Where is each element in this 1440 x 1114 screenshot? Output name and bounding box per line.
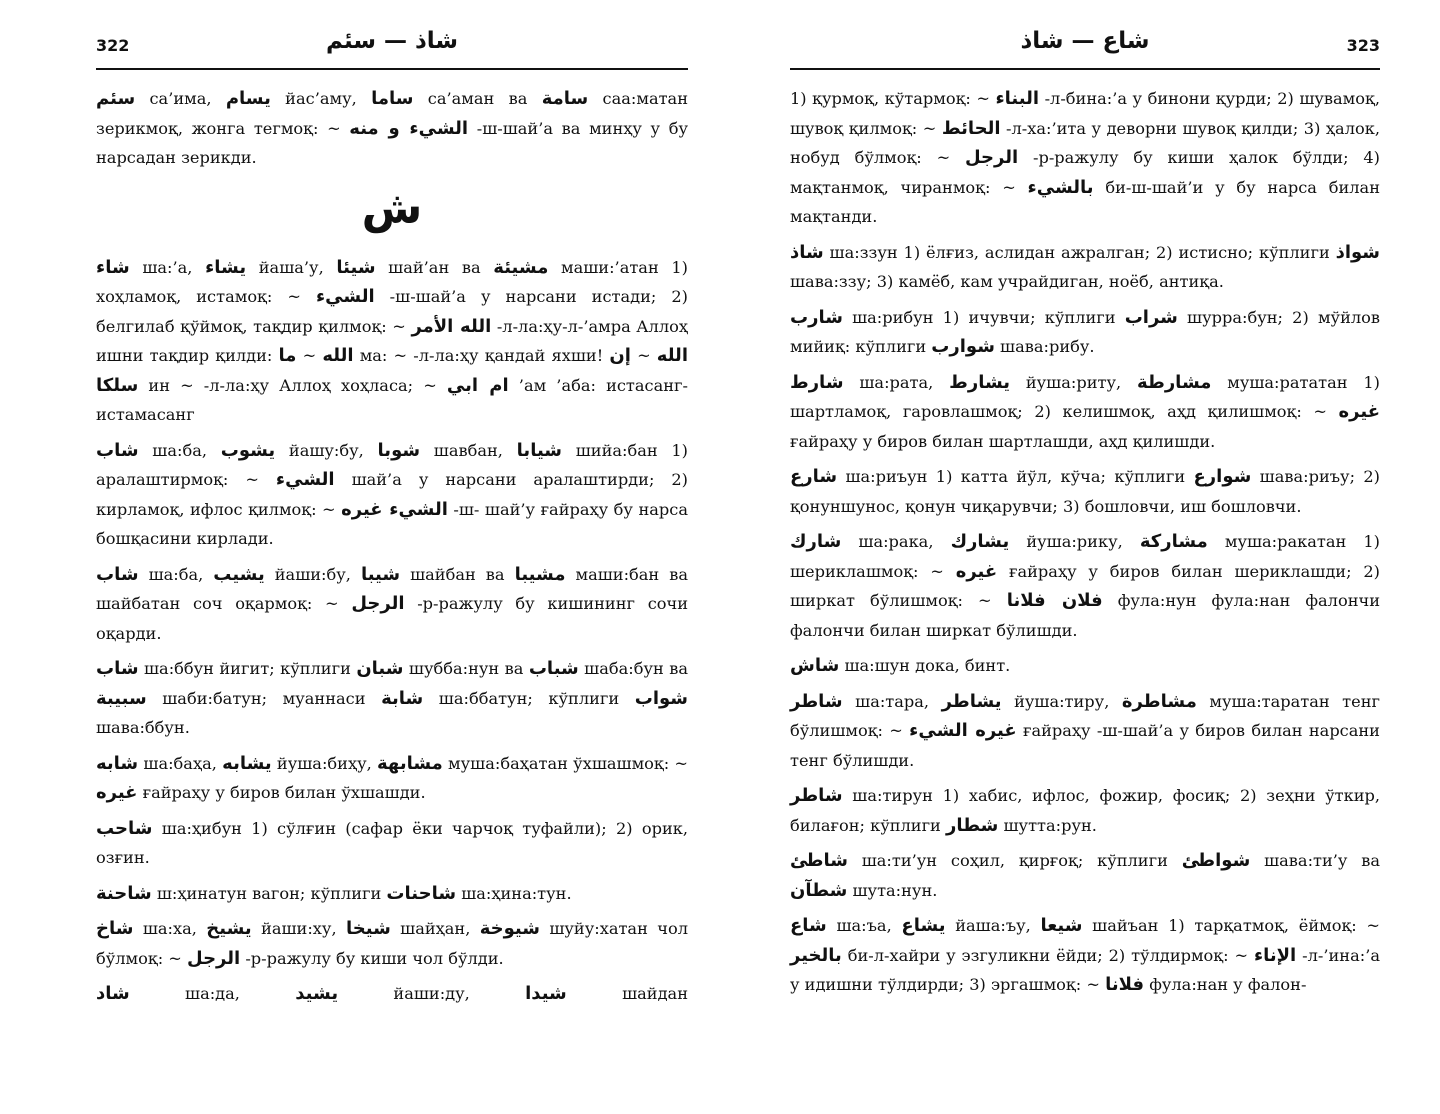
- arabic-headword: بالخير: [790, 944, 842, 966]
- arabic-headword: الشيء و منه: [349, 117, 469, 139]
- arabic-headword: يشاع: [901, 915, 946, 936]
- arabic-headword: فلانا: [1105, 974, 1145, 995]
- arabic-headword: شاطر: [790, 690, 843, 712]
- arabic-headword: شاحب: [96, 817, 153, 839]
- arabic-headword: يشاء: [205, 256, 247, 278]
- arabic-headword: الشيء: [275, 469, 335, 490]
- arabic-headword: يشاطر: [941, 690, 1002, 712]
- arabic-headword: شراب: [1124, 306, 1178, 328]
- left-dictionary-entry: شابه ша:баҳа, يشابه йуша:биҳу, مشابهة муша:баҳатан ўхшашмоқ: ~ غيره ғайраҳу у биров билан ўхшашди.: [96, 752, 688, 803]
- arabic-headword: شاحنة: [96, 882, 152, 904]
- arabic-headword: شارك: [790, 531, 842, 552]
- arabic-headword: مشابهة: [377, 752, 443, 774]
- right-dictionary-entry: شارك ша:рака, يشارك йуша:рику, مشاركة муша:ракатан 1) шериклашмоқ: ~ غيره ғайраҳу у биров билан шериклашди; 2) ширкат бўлишмоқ: ~ فلان فلانا фула:нун фула:нан фалончи фалончи билан ширкат бўлишди.: [790, 531, 1381, 640]
- arabic-headword: مشيبا: [514, 563, 566, 585]
- arabic-headword: شاب: [96, 563, 139, 585]
- left-dictionary-entry: شاحنة ш:ҳинатун вагон; кўплиги شاحنات ша:ҳина:тун.: [96, 882, 572, 904]
- arabic-headword: شطآن: [790, 879, 848, 901]
- arabic-headword: الشيء غيره: [341, 498, 448, 520]
- left-running-title: شاذ — سئم: [325, 28, 459, 54]
- arabic-headword: شطار: [946, 814, 999, 836]
- arabic-headword: يشيد: [295, 983, 339, 1004]
- arabic-headword: شاع: [790, 915, 827, 936]
- arabic-headword: شاب: [96, 658, 139, 679]
- arabic-headword: مشاركة: [1139, 531, 1208, 552]
- letter-sheen-heading: ش: [361, 182, 423, 234]
- arabic-headword: شيئا: [336, 256, 376, 278]
- arabic-headword: شيخا: [345, 918, 391, 939]
- arabic-headword: الله سلكا: [96, 345, 688, 396]
- arabic-headword: الرجل: [187, 947, 241, 969]
- arabic-headword: ما: [278, 345, 297, 366]
- arabic-headword: شيوخة: [479, 918, 540, 939]
- arabic-headword: شابه: [96, 752, 139, 774]
- arabic-headword: شاخ: [96, 918, 134, 939]
- arabic-headword: مشاطرة: [1121, 690, 1197, 712]
- arabic-headword: غيره: [955, 560, 998, 582]
- right-dictionary-entry: 1) қурмоқ, кўтармоқ: ~ البناء -л-бина:’а у бинони қурди; 2) шувамоқ, шувоқ қилмоқ: ~ الحائط -л-ха:’ита у деворни шувоқ қилди; 3) ҳалок, нобуд бўлмоқ: ~ الرجل -р-ражулу бу киши ҳалок бўлди; 4) мақтанмоқ, чиранмоқ: ~ بالشيء би-ш-шай’и у бу нарса билан мақтанди.: [790, 88, 1380, 226]
- arabic-headword: شواطئ: [1181, 850, 1251, 871]
- right-dictionary-entry: شاع ша:ъа, يشاع йаша:ъу, شيعا шайъан 1) тарқатмоқ, ёймоқ: ~ بالخير би-л-хайри у эзгуликни ёйди; 2) тўлдирмоқ: ~ الإناء -л-’ина:’а у идишни тўлдирди; 3) эргашмоқ: ~ فلانا фула:нан у фалон-: [790, 915, 1380, 995]
- arabic-headword: الله: [322, 345, 354, 366]
- left-dictionary-entry: شاحب ша:ҳибун 1) сўлғин (сафар ёки чарчоқ туфайли); 2) орик, озғин.: [96, 817, 688, 867]
- arabic-headword: البناء: [995, 88, 1040, 109]
- arabic-headword: غيره الشيء: [909, 720, 1017, 741]
- arabic-headword: شاب: [96, 439, 139, 461]
- arabic-headword: شاطر: [790, 785, 843, 806]
- left-dictionary-entry: شاخ ша:ха, يشيخ йаши:ху, شيخا шайҳан, شيوخة шуйу:хатан чол бўлмоқ: ~ الرجل -р-ражулу бу киши чол бўлди.: [96, 918, 688, 969]
- right-dictionary-entry: شاذ ша:ззун 1) ёлғиз, аслидан ажралган; 2) истисно; кўплиги شواذ шава:ззу; 3) камёб, кам учрайдиган, ноёб, антиқа.: [790, 241, 1380, 291]
- arabic-headword: يشابه: [222, 752, 272, 774]
- right-page-header: [790, 28, 1380, 68]
- right-dictionary-entry: شارط ша:рата, يشارط йуша:риту, مشارطة муша:рататан 1) шартламоқ, гаровлашмоқ; 2) келишмоқ, аҳд қилишмоқ: ~ غيره ғайраҳу у биров билан шартлашди, аҳд қилишди.: [790, 371, 1380, 451]
- right-dictionary-entry: شاطر ша:тирун 1) хабис, ифлос, фожир, фосиқ; 2) зеҳни ўткир, билағон; кўплиги شطار шутта:рун.: [790, 785, 1380, 836]
- arabic-headword: شيعا: [1040, 915, 1083, 936]
- arabic-headword: الشيء: [315, 286, 375, 307]
- arabic-headword: ام ابي: [446, 374, 509, 396]
- arabic-headword: شابة: [381, 687, 424, 709]
- arabic-headword: غيره: [1338, 401, 1380, 422]
- right-page-number: 323: [1346, 36, 1380, 55]
- left-page-body: [96, 84, 688, 1015]
- arabic-headword: الرجل: [351, 593, 405, 614]
- arabic-headword: شارع: [790, 466, 838, 487]
- left-page: [96, 0, 688, 1114]
- left-dictionary-entry: شاب ша:ббун йигит; кўплиги شبان шубба:нун ва شباب шаба:бун ва سبيبة шаби:батун; муаннаси شابة ша:ббатун; кўплиги شواب шава:ббун.: [96, 658, 688, 737]
- arabic-headword: شاذ: [790, 241, 824, 263]
- arabic-headword: شيابا: [516, 439, 562, 461]
- arabic-headword: يشوب: [220, 439, 276, 461]
- arabic-headword: شوارع: [1193, 466, 1252, 487]
- arabic-headword: شاطئ: [790, 850, 848, 871]
- arabic-headword: ساما: [371, 88, 414, 109]
- arabic-headword: يشارك: [950, 531, 1010, 552]
- arabic-headword: سامة: [541, 88, 589, 109]
- right-dictionary-entry: شاطئ ша:ти’ун соҳил, қирғоқ; кўплиги شواطئ шава:ти’у ва شطآن шута:нун.: [790, 850, 1381, 901]
- arabic-headword: بالشيء: [1027, 176, 1094, 198]
- arabic-headword: شاد: [96, 983, 130, 1004]
- right-dictionary-entry: شارب ша:рибун 1) ичувчи; кўплиги شراب шурра:бун; 2) мўйлов мийиқ: кўплиги شوارب шава:рибу.: [790, 306, 1381, 357]
- arabic-headword: سبيبة: [96, 687, 147, 709]
- arabic-headword: شيبا: [360, 563, 401, 585]
- right-page: [790, 0, 1380, 1114]
- left-page-header: [96, 28, 688, 68]
- arabic-headword: شباب: [528, 658, 579, 679]
- arabic-headword: سئم: [96, 88, 136, 109]
- arabic-headword: شارب: [790, 306, 843, 328]
- arabic-headword: الله الأمر: [411, 315, 492, 337]
- arabic-headword: فلان فلانا: [1006, 590, 1103, 611]
- left-dictionary-entry: شاب ша:ба, يشيب йаши:бу, شيبا шайбан ва مشيبا маши:бан ва шайбатан соч оқармоқ: ~ الرجل -р-ражулу бу кишининг сочи оқарди.: [96, 563, 688, 643]
- right-running-title: شاع — شاذ: [1020, 28, 1150, 54]
- arabic-headword: غيره: [96, 782, 138, 803]
- arabic-headword: شبان: [356, 658, 404, 679]
- arabic-headword: يشارط: [949, 371, 1011, 393]
- left-dictionary-entry: شاد ша:да, يشيد йаши:ду, شيدا шайдан: [96, 983, 688, 1004]
- arabic-headword: شارط: [790, 371, 844, 393]
- left-dictionary-entry: سئم са’има, يسام йас’аму, ساما са’аман ва سامة саа:матан зерикмоқ, жонга тегмоқ: ~ الشيء و منه -ш-шай’а ва минҳу у бу нарсадан зерикди.: [96, 88, 688, 167]
- arabic-headword: مشارطة: [1136, 371, 1212, 393]
- arabic-headword: يسام: [225, 88, 271, 109]
- arabic-headword: يشيخ: [206, 918, 252, 939]
- arabic-headword: شيدا: [525, 983, 567, 1004]
- arabic-headword: إن: [609, 345, 631, 366]
- arabic-headword: شواذ: [1335, 241, 1380, 263]
- arabic-headword: مشيئة: [493, 256, 549, 278]
- left-dictionary-entry: شاب ша:ба, يشوب йашу:бу, شوبا шавбан, شيابا шийа:бан 1) аралаштирмоқ: ~ الشيء шай’а у нарсани аралаштирди; 2) кирламоқ, ифлос қилмоқ: ~ الشيء غيره -ш- шай’у ғайраҳу бу нарса бошқасини кирлади.: [96, 439, 688, 548]
- right-dictionary-entry: شاطر ша:тара, يشاطر йуша:тиру, مشاطرة муша:таратан тенг бўлишмоқ: ~ غيره الشيء ғайраҳу -ш-шай’а у биров билан нарсани тенг бўлишди.: [790, 690, 1380, 770]
- arabic-headword: شوبا: [377, 439, 421, 461]
- left-dictionary-entry: شاء ша:’а, يشاء йаша’у, شيئا шай’ан ва مشيئة маши:’атан 1) хоҳламоқ, истамоқ: ~ الشيء -ш-шай’а у нарсани истади; 2) белгилаб қўймоқ, тақдир қилмоқ: ~ الله الأمر -л-ла:ҳу-л-’амра Аллоҳ ишни тақдир қилди: ما ~ الله ма: ~ -л-ла:ҳу қандай яхши! إن ~ الله سلكا ин ~ -л-ла:ҳу Аллоҳ хоҳласа; ~ ام ابي ’ам ’аба: истасанг-истамасанг: [96, 256, 689, 424]
- arabic-headword: شوارب: [931, 336, 995, 357]
- left-letter-heading: [96, 179, 688, 239]
- arabic-headword: شاش: [790, 655, 840, 676]
- right-page-body: [790, 84, 1380, 1006]
- arabic-headword: شاحنات: [386, 882, 457, 904]
- right-dictionary-entry: شاش ша:шун дока, бинт.: [790, 655, 1011, 676]
- arabic-headword: يشيب: [213, 563, 265, 585]
- arabic-headword: الإناء: [1253, 944, 1297, 966]
- left-header-rule: [96, 68, 688, 70]
- right-dictionary-entry: شارع ша:риъун 1) катта йўл, кўча; кўплиги شوارع шава:риъу; 2) қонуншунос, қонун чиқарувчи; 3) бошловчи, иш бошловчи.: [790, 466, 1380, 516]
- right-header-rule: [790, 68, 1380, 70]
- arabic-headword: الحائط: [941, 117, 1001, 139]
- left-page-number: 322: [96, 36, 130, 55]
- arabic-headword: شواب: [634, 687, 688, 709]
- arabic-headword: الرجل: [964, 147, 1019, 168]
- arabic-headword: شاء: [96, 256, 130, 278]
